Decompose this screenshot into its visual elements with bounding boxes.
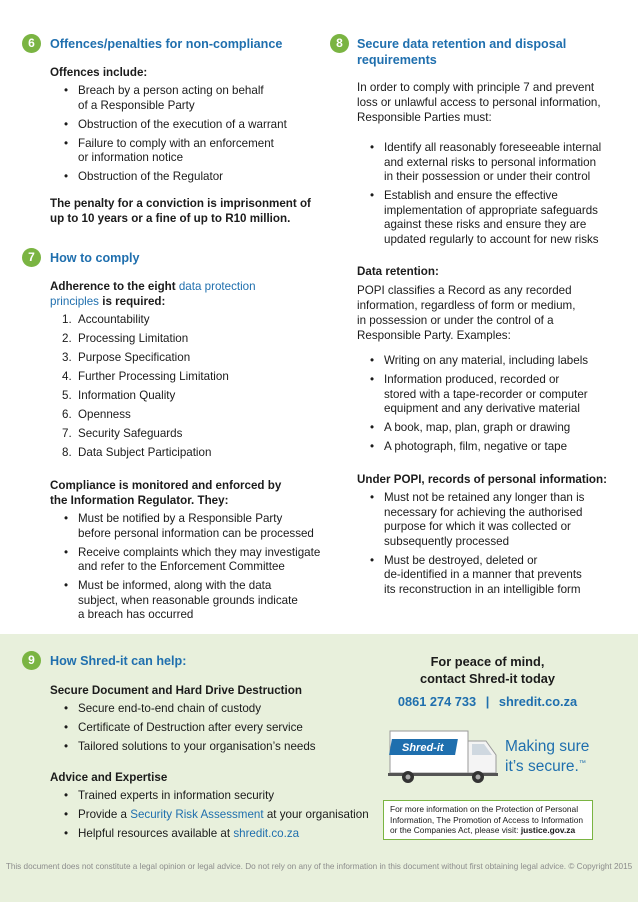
list-item: • Must be notified by a Responsible Party before personal information can be processed [62, 512, 332, 541]
offences-list [62, 84, 322, 189]
list-item: • Trained experts in information security [62, 789, 372, 804]
more-info-box: For more information on the Protection of Personal Information, The Promotion of Access to Information or the Companies Act, please visit: justice.gov.za [383, 800, 593, 840]
compliance-label: Compliance is monitored and enforced by the Information Regulator. They: [50, 479, 282, 507]
website-link[interactable]: shredit.co.za [498, 694, 578, 709]
section-9-badge: 9 [22, 651, 41, 670]
list-item: 1. Accountability [62, 313, 150, 326]
list-item: • Information produced, recorded or stored with a tape-recorder or computer equipment and any derivative material [368, 373, 633, 417]
list-item: • Identify all reasonably foreseeable internal and external risks to personal information in their possession or under their control [368, 141, 633, 185]
must-list [368, 141, 633, 252]
regulator-list [62, 512, 332, 627]
section-7-title: How to comply [50, 251, 140, 265]
list-item: 4. Further Processing Limitation [62, 370, 229, 383]
list-item: • Must be informed, along with the data subject, when reasonable grounds indicate a breach has occurred [62, 579, 332, 623]
list-item: 8. Data Subject Participation [62, 446, 212, 459]
section-8-badge: 8 [330, 34, 349, 53]
phone-number[interactable]: 0861 274 733 [397, 694, 477, 709]
shredit-truck-illustration [388, 727, 500, 785]
list-item: 6. Openness [62, 408, 131, 421]
list-item: • A book, map, plan, graph or drawing [368, 421, 633, 436]
list-item: 2. Processing Limitation [62, 332, 189, 345]
section-7-badge: 7 [22, 248, 41, 267]
section-6-badge: 6 [22, 34, 41, 53]
destruction-label: Secure Document and Hard Drive Destruction [50, 684, 302, 697]
contact-line: 0861 274 733 | shredit.co.za [397, 694, 578, 709]
list-item: 3. Purpose Specification [62, 351, 191, 364]
list-item: • Certificate of Destruction after every service [62, 721, 362, 736]
list-item: • Must be destroyed, deleted or de-identified in a manner that prevents its reconstruction in an intelligible form [368, 554, 633, 598]
section-9-title: How Shred-it can help: [50, 654, 187, 668]
records-list [368, 491, 633, 602]
list-item: • Receive complaints which they may investigate and refer to the Enforcement Committee [62, 546, 332, 575]
advice-label: Advice and Expertise [50, 771, 168, 784]
records-label: Under POPI, records of personal information: [357, 473, 607, 486]
section-8-title: Secure data retention and disposal requirements [357, 37, 567, 67]
retention-label: Data retention: [357, 265, 439, 278]
list-item: • Obstruction of the execution of a warrant [62, 118, 322, 133]
list-item: • Helpful resources available at shredit.co.za [62, 827, 372, 842]
retention-text: POPI classifies a Record as any recorded information, regardless of form or medium, in possession or under the control of a Responsible Party. Examples: [357, 284, 576, 342]
list-item: • Failure to comply with an enforcement or information notice [62, 137, 322, 166]
section-6-title: Offences/penalties for non-compliance [50, 37, 283, 51]
adherence-label: Adherence to the eight data protection principles is required: [50, 280, 256, 308]
list-item: • A photograph, film, negative or tape [368, 440, 633, 455]
security-risk-assessment-link[interactable]: Security Risk Assessment [130, 808, 264, 821]
list-item: • Must not be retained any longer than is necessary for achieving the authorised purpose for which it was collected or subsequently processed [368, 491, 633, 549]
list-item: • Tailored solutions to your organisation’s needs [62, 740, 362, 755]
legal-disclaimer: This document does not constitute a legal opinion or legal advice. Do not rely on any of the information in this document without first obtaining legal advice. © Copyright 2015 [5, 862, 633, 871]
section-8-intro: In order to comply with principle 7 and prevent loss or unlawful access to personal information, Responsible Parties must: [357, 81, 601, 124]
list-item: 7. Security Safeguards [62, 427, 183, 440]
contact-heading: For peace of mind, contact Shred-it today [419, 654, 556, 686]
tagline: Making sure it’s secure.™ [505, 738, 590, 776]
list-item: • Establish and ensure the effective implementation of appropriate safeguards against these risks and ensure they are updated regularly to account for new risks [368, 189, 633, 247]
list-item: • Breach by a person acting on behalf of a Responsible Party [62, 84, 322, 113]
destruction-list [62, 702, 362, 759]
list-item: 5. Information Quality [62, 389, 176, 402]
list-item: • Obstruction of the Regulator [62, 170, 322, 185]
list-item: • Writing on any material, including labels [368, 354, 633, 369]
justice-link[interactable]: justice.gov.za [520, 825, 576, 836]
advice-list [62, 789, 372, 846]
penalty-text: The penalty for a conviction is imprisonment of up to 10 years or a fine of up to R10 million. [50, 197, 311, 225]
list-item: • Secure end-to-end chain of custody [62, 702, 362, 717]
list-item: • Provide a Security Risk Assessment at your organisation [62, 808, 372, 823]
principles-list [62, 313, 312, 465]
examples-list [368, 354, 633, 459]
principles-link[interactable]: principles [50, 295, 99, 308]
offences-label: Offences include: [50, 66, 148, 79]
data-protection-link[interactable]: data protection [178, 280, 256, 293]
shredit-resources-link[interactable]: shredit.co.za [233, 827, 300, 840]
truck-logo-text: Shred-it [402, 742, 444, 754]
